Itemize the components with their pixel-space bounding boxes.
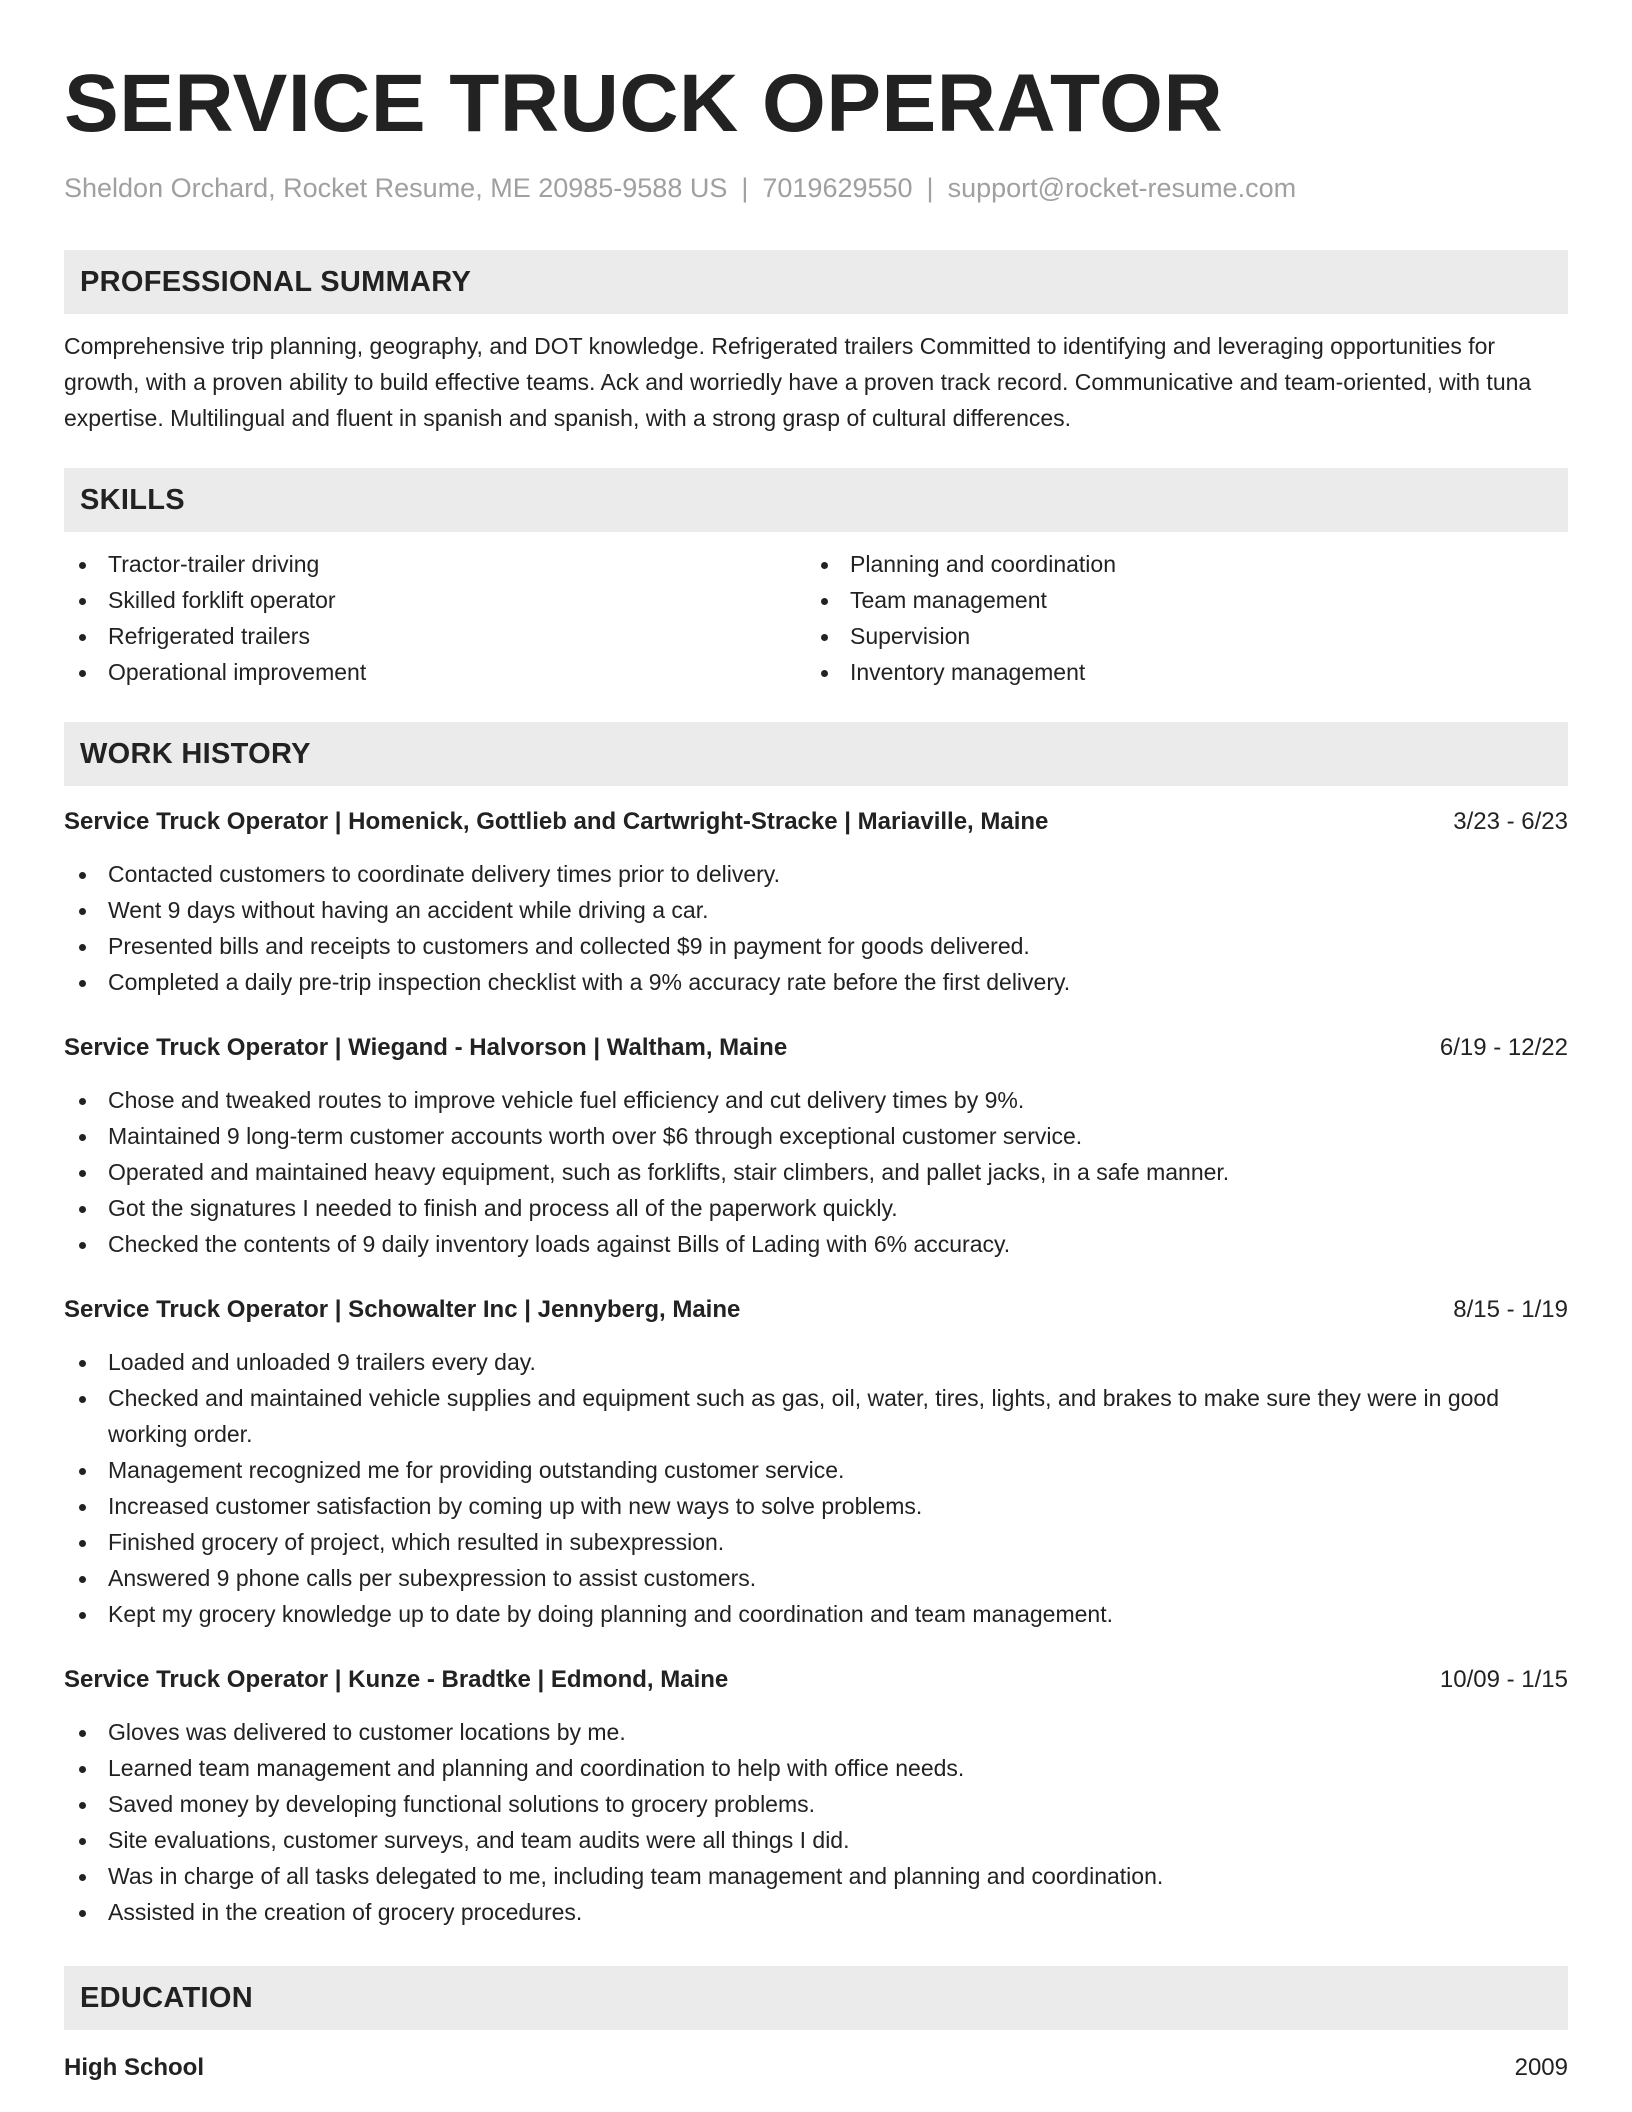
bullet-icon bbox=[79, 1540, 86, 1547]
bullet-icon bbox=[79, 1468, 86, 1475]
skills-grid bbox=[64, 546, 1568, 690]
skills-column-right bbox=[806, 546, 1548, 690]
list-item-text: Learned team management and planning and coordination to help with office needs. bbox=[108, 1755, 965, 1781]
bullet-icon bbox=[79, 1730, 86, 1737]
list-item-text: Inventory management bbox=[850, 659, 1086, 685]
list-item-text: Operated and maintained heavy equipment, such as forklifts, stair climbers, and pallet jacks, in a safe manner. bbox=[108, 1159, 1230, 1185]
list-item-text: Increased customer satisfaction by coming up with new ways to solve problems. bbox=[108, 1493, 923, 1519]
list-item-text: Tractor-trailer driving bbox=[108, 551, 320, 577]
list-item-text: Supervision bbox=[850, 623, 971, 649]
skill-item bbox=[806, 582, 1548, 618]
job-dates: 3/23 - 6/23 bbox=[1453, 808, 1568, 835]
list-item-text: Completed a daily pre-trip inspection checklist with a 9% accuracy rate before the first delivery. bbox=[108, 969, 1071, 995]
skill-item bbox=[806, 654, 1548, 690]
list-item-text: Was in charge of all tasks delegated to me, including team management and planning and coordination. bbox=[108, 1863, 1164, 1889]
job-bullets bbox=[64, 856, 1568, 1000]
bullet-icon bbox=[79, 1612, 86, 1619]
section-header-summary: PROFESSIONAL SUMMARY bbox=[64, 250, 1568, 314]
contact-separator: | bbox=[741, 173, 749, 203]
list-item-text: Checked the contents of 9 daily inventory loads against Bills of Lading with 6% accuracy. bbox=[108, 1231, 1011, 1257]
section-header-education: EDUCATION bbox=[64, 1966, 1568, 2030]
bullet-icon bbox=[79, 1802, 86, 1809]
list-item-text: Planning and coordination bbox=[850, 551, 1116, 577]
list-item bbox=[64, 1190, 1568, 1226]
list-item bbox=[64, 1560, 1568, 1596]
list-item-text: Contacted customers to coordinate delivery times prior to delivery. bbox=[108, 861, 780, 887]
list-item bbox=[64, 1750, 1568, 1786]
list-item-text: Refrigerated trailers bbox=[108, 623, 310, 649]
job-bullets bbox=[64, 1082, 1568, 1262]
job-dates: 8/15 - 1/19 bbox=[1453, 1296, 1568, 1323]
job-header bbox=[64, 1662, 1568, 1698]
bullet-icon bbox=[79, 944, 86, 951]
bullet-icon bbox=[79, 1206, 86, 1213]
education-year: 2009 bbox=[1514, 2054, 1568, 2081]
bullet-icon bbox=[79, 1766, 86, 1773]
bullet-icon bbox=[79, 1098, 86, 1105]
list-item-text: Finished grocery of project, which resulted in subexpression. bbox=[108, 1529, 725, 1555]
job-entry bbox=[64, 1030, 1568, 1262]
contact-email: support@rocket-resume.com bbox=[947, 173, 1297, 203]
skill-item bbox=[64, 654, 806, 690]
bullet-icon bbox=[79, 562, 86, 569]
bullet-icon bbox=[79, 1910, 86, 1917]
contact-address: Sheldon Orchard, Rocket Resume, ME 20985-9588 US bbox=[64, 173, 728, 203]
list-item bbox=[64, 1714, 1568, 1750]
bullet-icon bbox=[79, 598, 86, 605]
list-item-text: Maintained 9 long-term customer accounts worth over $6 through exceptional customer service. bbox=[108, 1123, 1083, 1149]
list-item bbox=[64, 1596, 1568, 1632]
section-header-skills: SKILLS bbox=[64, 468, 1568, 532]
bullet-icon bbox=[821, 670, 828, 677]
list-item-text: Answered 9 phone calls per subexpression to assist customers. bbox=[108, 1565, 757, 1591]
bullet-icon bbox=[79, 1396, 86, 1403]
list-item-text: Loaded and unloaded 9 trailers every day. bbox=[108, 1349, 536, 1375]
skill-item bbox=[64, 618, 806, 654]
list-item bbox=[64, 1894, 1568, 1930]
section-header-work-history: WORK HISTORY bbox=[64, 722, 1568, 786]
job-entry bbox=[64, 1292, 1568, 1632]
job-header bbox=[64, 1030, 1568, 1066]
education-degree: High School bbox=[64, 2054, 204, 2081]
bullet-icon bbox=[79, 1504, 86, 1511]
list-item-text: Checked and maintained vehicle supplies and equipment such as gas, oil, water, tires, lights, and brakes to make sure they were in good working order. bbox=[108, 1385, 1500, 1447]
education-entry bbox=[64, 2050, 1568, 2086]
list-item bbox=[64, 1380, 1568, 1452]
bullet-icon bbox=[79, 872, 86, 879]
list-item bbox=[64, 1822, 1568, 1858]
job-dates: 10/09 - 1/15 bbox=[1439, 1666, 1568, 1693]
contact-line bbox=[64, 170, 1568, 206]
list-item bbox=[64, 892, 1568, 928]
contact-separator: | bbox=[926, 173, 934, 203]
bullet-icon bbox=[79, 1170, 86, 1177]
bullet-icon bbox=[79, 1134, 86, 1141]
job-title: Service Truck Operator | Kunze - Bradtke | Edmond, Maine bbox=[64, 1666, 729, 1693]
list-item bbox=[64, 928, 1568, 964]
job-header bbox=[64, 1292, 1568, 1328]
list-item-text: Assisted in the creation of grocery procedures. bbox=[108, 1899, 583, 1925]
skill-item bbox=[806, 546, 1548, 582]
bullet-icon bbox=[79, 1242, 86, 1249]
bullet-icon bbox=[79, 908, 86, 915]
job-dates: 6/19 - 12/22 bbox=[1439, 1034, 1568, 1061]
contact-phone: 7019629550 bbox=[762, 173, 913, 203]
list-item-text: Gloves was delivered to customer locations by me. bbox=[108, 1719, 626, 1745]
list-item bbox=[64, 1226, 1568, 1262]
skill-item bbox=[64, 546, 806, 582]
skills-column-left bbox=[64, 546, 806, 690]
job-title: Service Truck Operator | Wiegand - Halvorson | Waltham, Maine bbox=[64, 1034, 788, 1061]
list-item-text: Presented bills and receipts to customers and collected $9 in payment for goods delivered. bbox=[108, 933, 1030, 959]
summary-text: Comprehensive trip planning, geography, and DOT knowledge. Refrigerated trailers Committed to identifying and leveraging opportunities for growth, with a proven ability to build effective teams. Ack and worriedly have a proven track record. Communicative and team-oriented, with tuna expertise. Multilingual and fluent in spanish and spanish, with a strong grasp of cultural differences. bbox=[64, 333, 1532, 431]
list-item-text: Saved money by developing functional solutions to grocery problems. bbox=[108, 1791, 816, 1817]
job-title: Service Truck Operator | Homenick, Gottlieb and Cartwright-Stracke | Mariaville, Maine bbox=[64, 808, 1049, 835]
list-item-text: Team management bbox=[850, 587, 1047, 613]
list-item-text: Kept my grocery knowledge up to date by doing planning and coordination and team management. bbox=[108, 1601, 1113, 1627]
job-entry bbox=[64, 1662, 1568, 1930]
bullet-icon bbox=[79, 634, 86, 641]
job-entry bbox=[64, 804, 1568, 1000]
work-history-list bbox=[64, 804, 1568, 1930]
skill-item bbox=[806, 618, 1548, 654]
skill-item bbox=[64, 582, 806, 618]
list-item bbox=[64, 1452, 1568, 1488]
job-header bbox=[64, 804, 1568, 840]
bullet-icon bbox=[79, 1838, 86, 1845]
bullet-icon bbox=[79, 670, 86, 677]
list-item bbox=[64, 856, 1568, 892]
bullet-icon bbox=[79, 980, 86, 987]
job-bullets bbox=[64, 1344, 1568, 1632]
list-item-text: Chose and tweaked routes to improve vehicle fuel efficiency and cut delivery times by 9%. bbox=[108, 1087, 1025, 1113]
list-item bbox=[64, 1858, 1568, 1894]
job-bullets bbox=[64, 1714, 1568, 1930]
list-item-text: Operational improvement bbox=[108, 659, 367, 685]
list-item-text: Site evaluations, customer surveys, and team audits were all things I did. bbox=[108, 1827, 850, 1853]
list-item bbox=[64, 1118, 1568, 1154]
list-item bbox=[64, 1524, 1568, 1560]
bullet-icon bbox=[79, 1360, 86, 1367]
list-item bbox=[64, 1488, 1568, 1524]
bullet-icon bbox=[79, 1874, 86, 1881]
list-item-text: Got the signatures I needed to finish and process all of the paperwork quickly. bbox=[108, 1195, 898, 1221]
list-item bbox=[64, 1154, 1568, 1190]
list-item-text: Management recognized me for providing outstanding customer service. bbox=[108, 1457, 845, 1483]
job-title: Service Truck Operator | Schowalter Inc | Jennyberg, Maine bbox=[64, 1296, 741, 1323]
bullet-icon bbox=[79, 1576, 86, 1583]
list-item bbox=[64, 1344, 1568, 1380]
bullet-icon bbox=[821, 562, 828, 569]
list-item bbox=[64, 964, 1568, 1000]
list-item bbox=[64, 1082, 1568, 1118]
resume-name: SERVICE TRUCK OPERATOR bbox=[64, 58, 1224, 149]
list-item-text: Skilled forklift operator bbox=[108, 587, 336, 613]
bullet-icon bbox=[821, 598, 828, 605]
list-item-text: Went 9 days without having an accident while driving a car. bbox=[108, 897, 709, 923]
bullet-icon bbox=[821, 634, 828, 641]
list-item bbox=[64, 1786, 1568, 1822]
